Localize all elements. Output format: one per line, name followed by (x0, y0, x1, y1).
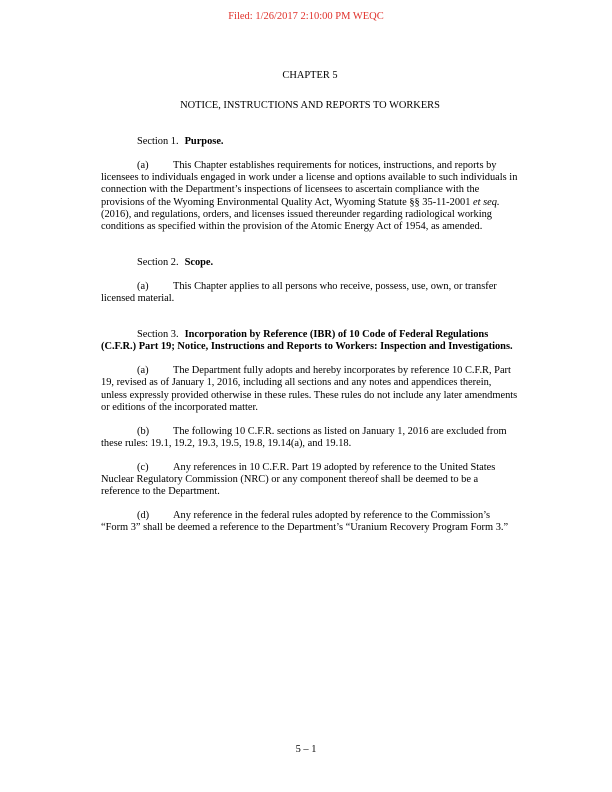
page-number: 5 – 1 (295, 744, 317, 755)
paragraph-label: (b) (137, 425, 150, 437)
paragraph-text: The Department fully adopts and hereby incorporates by reference 10 C.F.R, Part 19, revised as of January 1, 2016, including all sections and any notes and appendices therein, unless expressly provided otherwise in these rules. These rules do not include any later amendments or editions of the incorporated matter. (101, 365, 518, 413)
paragraph-label: (a) (137, 160, 149, 172)
paragraph-text: This Chapter applies to all persons who receive, possess, use, own, or transfer licensed material. (101, 280, 497, 305)
paragraph-label: (d) (137, 510, 150, 522)
section-1-title: Purpose. (184, 136, 224, 148)
section-2-heading (101, 257, 519, 269)
paragraph-text: The following 10 C.F.R. sections as listed on January 1, 2016 are excluded from these rules: 19.1, 19.2, 19.3, 19.5, 19.8, 19.14(a), and 19.18. (101, 425, 507, 449)
section-3-title: Incorporation by Reference (IBR) of 10 Code of Federal Regulations (C.F.R.) Part 19; Notice, Instructions and Reports to Workers: Inspection and Investigations. (101, 329, 513, 353)
section-3-paragraph-c (101, 462, 519, 498)
paragraph-text: Any reference in the federal rules adopted by reference to the Commission’s “Form 3” shall be deemed a reference to the Department’s “Uranium Recovery Program Form 3.” (101, 510, 509, 534)
chapter-title: CHAPTER 5 (282, 70, 338, 81)
chapter-subtitle: NOTICE, INSTRUCTIONS AND REPORTS TO WORKERS (180, 100, 440, 112)
paragraph-text: (2016), and regulations, orders, and licenses issued thereunder regarding radiological working conditions as specified within the provision of the Atomic Energy Act of 1954, as amended. (101, 208, 492, 232)
section-3-heading (101, 329, 519, 353)
paragraph-label: (c) (137, 461, 149, 473)
section-3-number: Section 3. (137, 329, 179, 341)
section-2-title: Scope. (184, 256, 214, 268)
paragraph-text: Any references in 10 C.F.R. Part 19 adopted by reference to the United States Nuclear Regulatory Commission (NRC) or any component thereof shall be deemed to be a reference to the Department. (101, 461, 496, 498)
section-2-number: Section 2. (137, 256, 179, 268)
paragraph-italic-text: et seq. (473, 196, 500, 208)
section-3-paragraph-d (101, 510, 519, 534)
section-1-number: Section 1. (137, 136, 179, 148)
section-1-heading (101, 136, 519, 148)
section-3-paragraph-b (101, 426, 519, 450)
filing-stamp: Filed: 1/26/2017 2:10:00 PM WEQC (228, 11, 384, 22)
paragraph-label: (a) (137, 280, 149, 292)
section-3-paragraph-a (101, 365, 519, 413)
document-body (101, 70, 519, 534)
section-1-paragraph-a (101, 160, 519, 233)
section-2-paragraph-a (101, 281, 519, 305)
paragraph-text: This Chapter establishes requirements for notices, instructions, and reports by licensees to individuals engaged in work under a license and options available to such individuals in connection with the Department’s inspections of licensees to ascertain compliance with the provisions of the Wyoming Environmental Quality Act, Wyoming Statute §§ 35-11-2001 (101, 160, 518, 208)
paragraph-label: (a) (137, 365, 149, 377)
